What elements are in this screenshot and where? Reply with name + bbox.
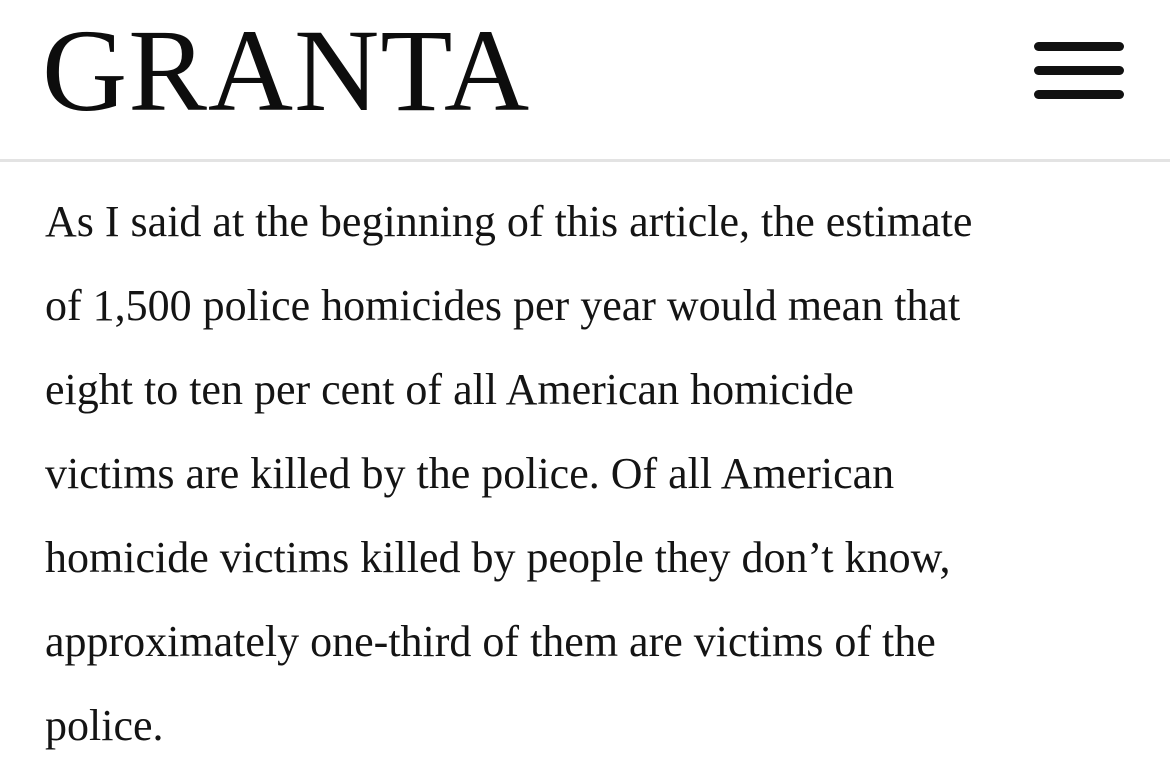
menu-bar-bottom (1034, 90, 1124, 99)
hamburger-menu-icon[interactable] (1030, 40, 1128, 104)
site-header (0, 0, 1170, 160)
article-line: approximately one-third of them are victims of the (45, 617, 936, 666)
article-line: police. (45, 701, 164, 750)
menu-bar-middle (1034, 66, 1124, 75)
header-divider (0, 159, 1170, 162)
article-line: eight to ten per cent of all American homicide (45, 365, 854, 414)
article-line: victims are killed by the police. Of all American (45, 449, 895, 498)
article-line: homicide victims killed by people they don’t know, (45, 533, 951, 582)
article-line: As I said at the beginning of this article, the estimate (45, 197, 973, 246)
article-line: of 1,500 police homicides per year would mean that (45, 281, 961, 330)
menu-bar-top (1034, 42, 1124, 51)
article-paragraph (45, 180, 1135, 768)
site-logo[interactable]: GRANTA (42, 5, 531, 136)
